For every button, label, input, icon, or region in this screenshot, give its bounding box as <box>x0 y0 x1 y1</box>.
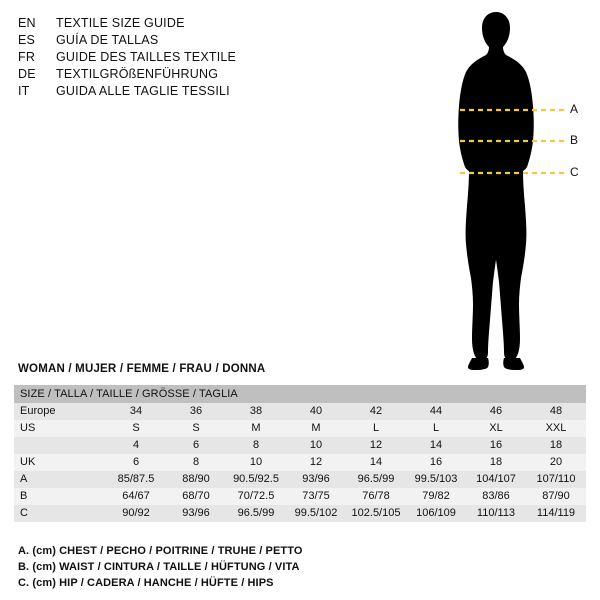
cell: 114/119 <box>526 505 586 522</box>
cell: 76/78 <box>346 488 406 505</box>
cell: 14 <box>346 454 406 471</box>
table-header-row <box>14 385 586 403</box>
language-row-en <box>18 16 318 33</box>
cell: 10 <box>226 454 286 471</box>
language-text-en: TEXTILE SIZE GUIDE <box>56 16 185 30</box>
table-row <box>14 437 586 454</box>
language-text-de: TEXTILGRÖßENFÜHRUNG <box>56 67 219 81</box>
language-row-de <box>18 67 318 84</box>
cell: 93/96 <box>286 471 346 488</box>
cell: 44 <box>406 403 466 420</box>
language-code-es: ES <box>18 33 36 47</box>
cell: 99.5/103 <box>406 471 466 488</box>
row-label-a: A <box>14 471 106 488</box>
cell: 18 <box>526 437 586 454</box>
table-row <box>14 505 586 522</box>
cell: 6 <box>106 454 166 471</box>
row-label-us-numeric <box>14 437 106 454</box>
marker-label-a: A <box>570 102 579 116</box>
cell: 20 <box>526 454 586 471</box>
cell: 96.5/99 <box>346 471 406 488</box>
cell: M <box>286 420 346 437</box>
cell: 14 <box>406 437 466 454</box>
language-text-fr: GUIDE DES TAILLES TEXTILE <box>56 50 237 64</box>
cell: 90.5/92.5 <box>226 471 286 488</box>
cell: 40 <box>286 403 346 420</box>
cell: 46 <box>466 403 526 420</box>
cell: 79/82 <box>406 488 466 505</box>
cell: 12 <box>286 454 346 471</box>
table-row <box>14 420 586 437</box>
cell: 48 <box>526 403 586 420</box>
row-label-c: C <box>14 505 106 522</box>
cell: 87/90 <box>526 488 586 505</box>
cell: 85/87.5 <box>106 471 166 488</box>
section-title: WOMAN / MUJER / FEMME / FRAU / DONNA <box>18 363 266 375</box>
legend-line-c: C. (cm) HIP / CADERA / HANCHE / HÜFTE / HIPS <box>18 577 274 589</box>
language-text-es: GUÍA DE TALLAS <box>56 33 159 47</box>
language-row-it <box>18 84 318 101</box>
cell: XL <box>466 420 526 437</box>
cell: 16 <box>406 454 466 471</box>
cell: 70/72.5 <box>226 488 286 505</box>
cell: 12 <box>346 437 406 454</box>
marker-label-b: B <box>570 133 579 147</box>
table-row <box>14 471 586 488</box>
cell: 4 <box>106 437 166 454</box>
language-code-en: EN <box>18 16 36 30</box>
table-row <box>14 454 586 471</box>
cell: 16 <box>466 437 526 454</box>
cell: 107/110 <box>526 471 586 488</box>
cell: XXL <box>526 420 586 437</box>
female-silhouette-figure <box>420 10 590 370</box>
cell: 6 <box>166 437 226 454</box>
measurement-legend <box>18 543 303 591</box>
marker-label-c: C <box>570 165 579 179</box>
row-label-us: US <box>14 420 106 437</box>
cell: 99.5/102 <box>286 505 346 522</box>
cell: 96.5/99 <box>226 505 286 522</box>
legend-line-a: A. (cm) CHEST / PECHO / POITRINE / TRUHE / PETTO <box>18 545 303 557</box>
cell: 88/90 <box>166 471 226 488</box>
cell: 64/67 <box>106 488 166 505</box>
row-label-b: B <box>14 488 106 505</box>
cell: S <box>166 420 226 437</box>
language-text-it: GUIDA ALLE TAGLIE TESSILI <box>56 84 230 98</box>
cell: M <box>226 420 286 437</box>
language-code-de: DE <box>18 67 36 81</box>
row-label-uk: UK <box>14 454 106 471</box>
language-row-es <box>18 33 318 50</box>
cell: S <box>106 420 166 437</box>
cell: 18 <box>466 454 526 471</box>
legend-line-b: B. (cm) WAIST / CINTURA / TAILLE / HÜFTUNG / VITA <box>18 561 300 573</box>
language-titles <box>18 16 318 101</box>
language-code-it: IT <box>18 84 30 98</box>
cell: 104/107 <box>466 471 526 488</box>
cell: 90/92 <box>106 505 166 522</box>
cell: 10 <box>286 437 346 454</box>
cell: 106/109 <box>406 505 466 522</box>
language-code-fr: FR <box>18 50 36 64</box>
table-row <box>14 403 586 420</box>
row-label-europe: Europe <box>14 403 106 420</box>
cell: 83/86 <box>466 488 526 505</box>
cell: 110/113 <box>466 505 526 522</box>
cell: 68/70 <box>166 488 226 505</box>
table-header-label: SIZE / TALLA / TAILLE / GRÖSSE / TAGLIA <box>14 385 586 403</box>
silhouette-icon <box>420 10 590 370</box>
language-row-fr <box>18 50 318 67</box>
size-table <box>14 385 586 522</box>
cell: 102.5/105 <box>346 505 406 522</box>
cell: 36 <box>166 403 226 420</box>
cell: L <box>406 420 466 437</box>
cell: 42 <box>346 403 406 420</box>
cell: 73/75 <box>286 488 346 505</box>
cell: 34 <box>106 403 166 420</box>
cell: L <box>346 420 406 437</box>
cell: 38 <box>226 403 286 420</box>
table-row <box>14 488 586 505</box>
cell: 8 <box>166 454 226 471</box>
cell: 93/96 <box>166 505 226 522</box>
cell: 8 <box>226 437 286 454</box>
